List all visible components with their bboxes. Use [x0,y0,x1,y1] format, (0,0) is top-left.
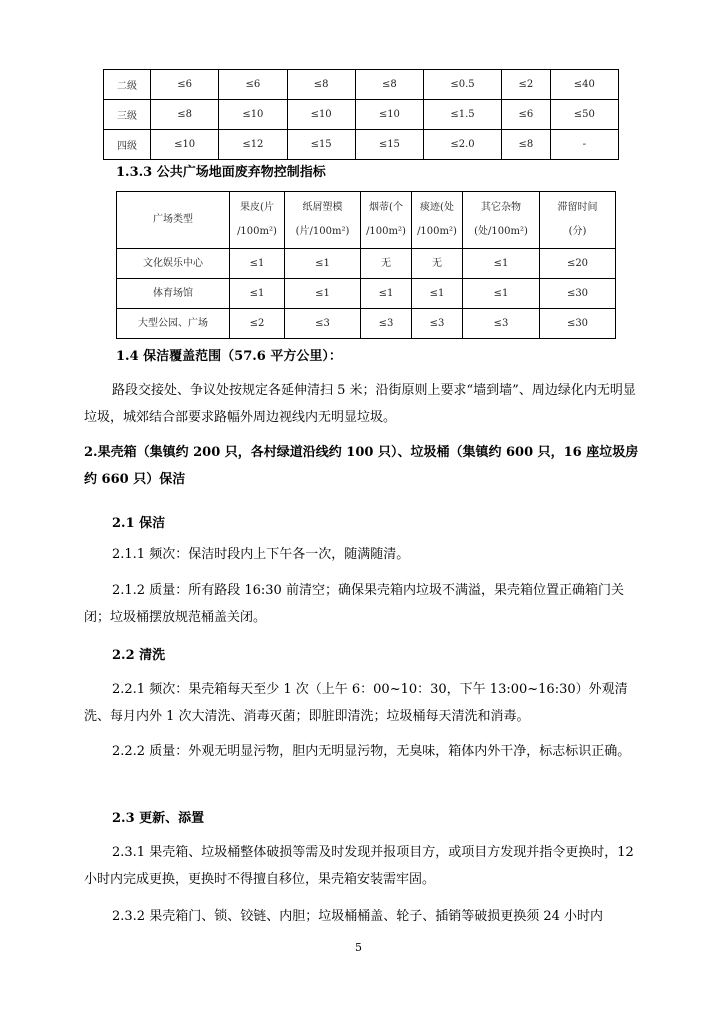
table-cell: ≤3 [412,309,463,339]
table-cell: 体育场馆 [117,279,230,309]
section-heading-1-4: 1.4 保洁覆盖范围（57.6 平方公里）： [116,349,342,364]
table-cell: ≤8 [502,130,551,160]
table-header-row [117,192,616,249]
grade-standard-table [103,69,619,160]
header-cell: 其它杂物 (处/100m²) [463,192,540,249]
table-cell: ≤10 [287,100,355,130]
table-cell: ≤3 [361,309,412,339]
table-cell: ≤15 [355,130,423,160]
table-cell: 三级 [104,100,151,130]
table-cell: ≤50 [550,100,618,130]
section-heading-2: 2.果壳箱（集镇约 200 只，各村绿道沿线约 100 只）、垃圾桶（集镇约 600 只，16 座垃圾房约 660 只）保洁 [84,445,639,487]
table-cell: ≤1 [230,279,285,309]
table-cell: ≤30 [540,309,616,339]
table-cell: ≤6 [151,70,219,100]
table-cell: 大型公园、广场 [117,309,230,339]
table-cell: ≤10 [151,130,219,160]
table-cell: ≤2 [502,70,551,100]
table-cell: - [550,130,618,160]
paragraph-2-1-2: 2.1.2 质量：所有路段 16:30 前清空；确保果壳箱内垃圾不满溢，果壳箱位置正确箱门关闭；垃圾桶摆放规范桶盖关闭。 [84,583,624,625]
table-cell: ≤1 [285,249,361,279]
table-cell: ≤2.0 [424,130,502,160]
table-cell: ≤15 [287,130,355,160]
section-heading-1-3-3: 1.3.3 公共广场地面废弃物控制指标 [116,165,326,180]
table-cell: 二级 [104,70,151,100]
table-cell: ≤40 [550,70,618,100]
table-cell: ≤6 [219,70,287,100]
table-cell: ≤1 [230,249,285,279]
table-cell: ≤1 [412,279,463,309]
table-cell: 无 [361,249,412,279]
table-cell: ≤1 [285,279,361,309]
table-cell: ≤1 [361,279,412,309]
header-cell: 烟蒂(个 /100m²) [361,192,412,249]
table-cell: ≤10 [219,100,287,130]
page-number: 5 [355,941,362,954]
table-cell: ≤2 [230,309,285,339]
table-cell: ≤8 [287,70,355,100]
header-cell: 滞留时间 (分) [540,192,616,249]
paragraph-2-2-1: 2.2.1 频次：果壳箱每天至少 1 次（上午 6：00~10：30，下午 13:00~16:30）外观清洗、每月内外 1 次大清洗、消毒灭菌；即脏即清洗；垃圾桶每天清洗和消毒。 [84,682,628,724]
section-heading-2-1: 2.1 保洁 [112,516,166,531]
table-cell: ≤1 [463,279,540,309]
table-cell: 四级 [104,130,151,160]
table-cell: 文化娱乐中心 [117,249,230,279]
paragraph-1-4: 路段交接处、争议处按规定各延伸清扫 5 米；沿街原则上要求“墙到墙”、周边绿化内无明显垃圾，城郊结合部要求路幅外周边视线内无明显垃圾。 [84,383,636,425]
table-row [117,249,616,279]
table-cell: ≤20 [540,249,616,279]
table-cell: 无 [412,249,463,279]
table-cell: ≤6 [502,100,551,130]
table-cell: ≤12 [219,130,287,160]
table-row [117,309,616,339]
table-row [104,100,619,130]
table-cell: ≤3 [285,309,361,339]
plaza-waste-table [116,191,616,339]
paragraph-2-3-2: 2.3.2 果壳箱门、锁、铰链、内胆；垃圾桶桶盖、轮子、插销等破损更换须 24 小时内 [112,909,604,924]
table-cell: ≤8 [151,100,219,130]
header-cell: 广场类型 [117,192,230,249]
table-cell: ≤8 [355,70,423,100]
header-cell: 痰迹(处 /100m²) [412,192,463,249]
header-cell: 纸屑塑模 (片/100m²) [285,192,361,249]
header-cell: 果皮(片 /100m²) [230,192,285,249]
table-cell: ≤0.5 [424,70,502,100]
paragraph-2-3-1: 2.3.1 果壳箱、垃圾桶整体破损等需及时发现并报项目方，或项目方发现并指令更换时，12 小时内完成更换，更换时不得擅自移位，果壳箱安装需牢固。 [84,845,634,887]
table-cell: ≤1 [463,249,540,279]
paragraph-2-2-2: 2.2.2 质量：外观无明显污物，胆内无明显污物，无臭味，箱体内外干净，标志标识正确。 [112,744,631,759]
section-heading-2-2: 2.2 清洗 [112,648,166,663]
table-cell: ≤30 [540,279,616,309]
table-row [117,279,616,309]
table-cell: ≤1.5 [424,100,502,130]
table-row [104,70,619,100]
table-row [104,130,619,160]
table-cell: ≤3 [463,309,540,339]
paragraph-2-1-1: 2.1.1 频次：保洁时段内上下午各一次，随满随清。 [112,547,410,562]
table-cell: ≤10 [355,100,423,130]
section-heading-2-3: 2.3 更新、添置 [112,811,205,826]
